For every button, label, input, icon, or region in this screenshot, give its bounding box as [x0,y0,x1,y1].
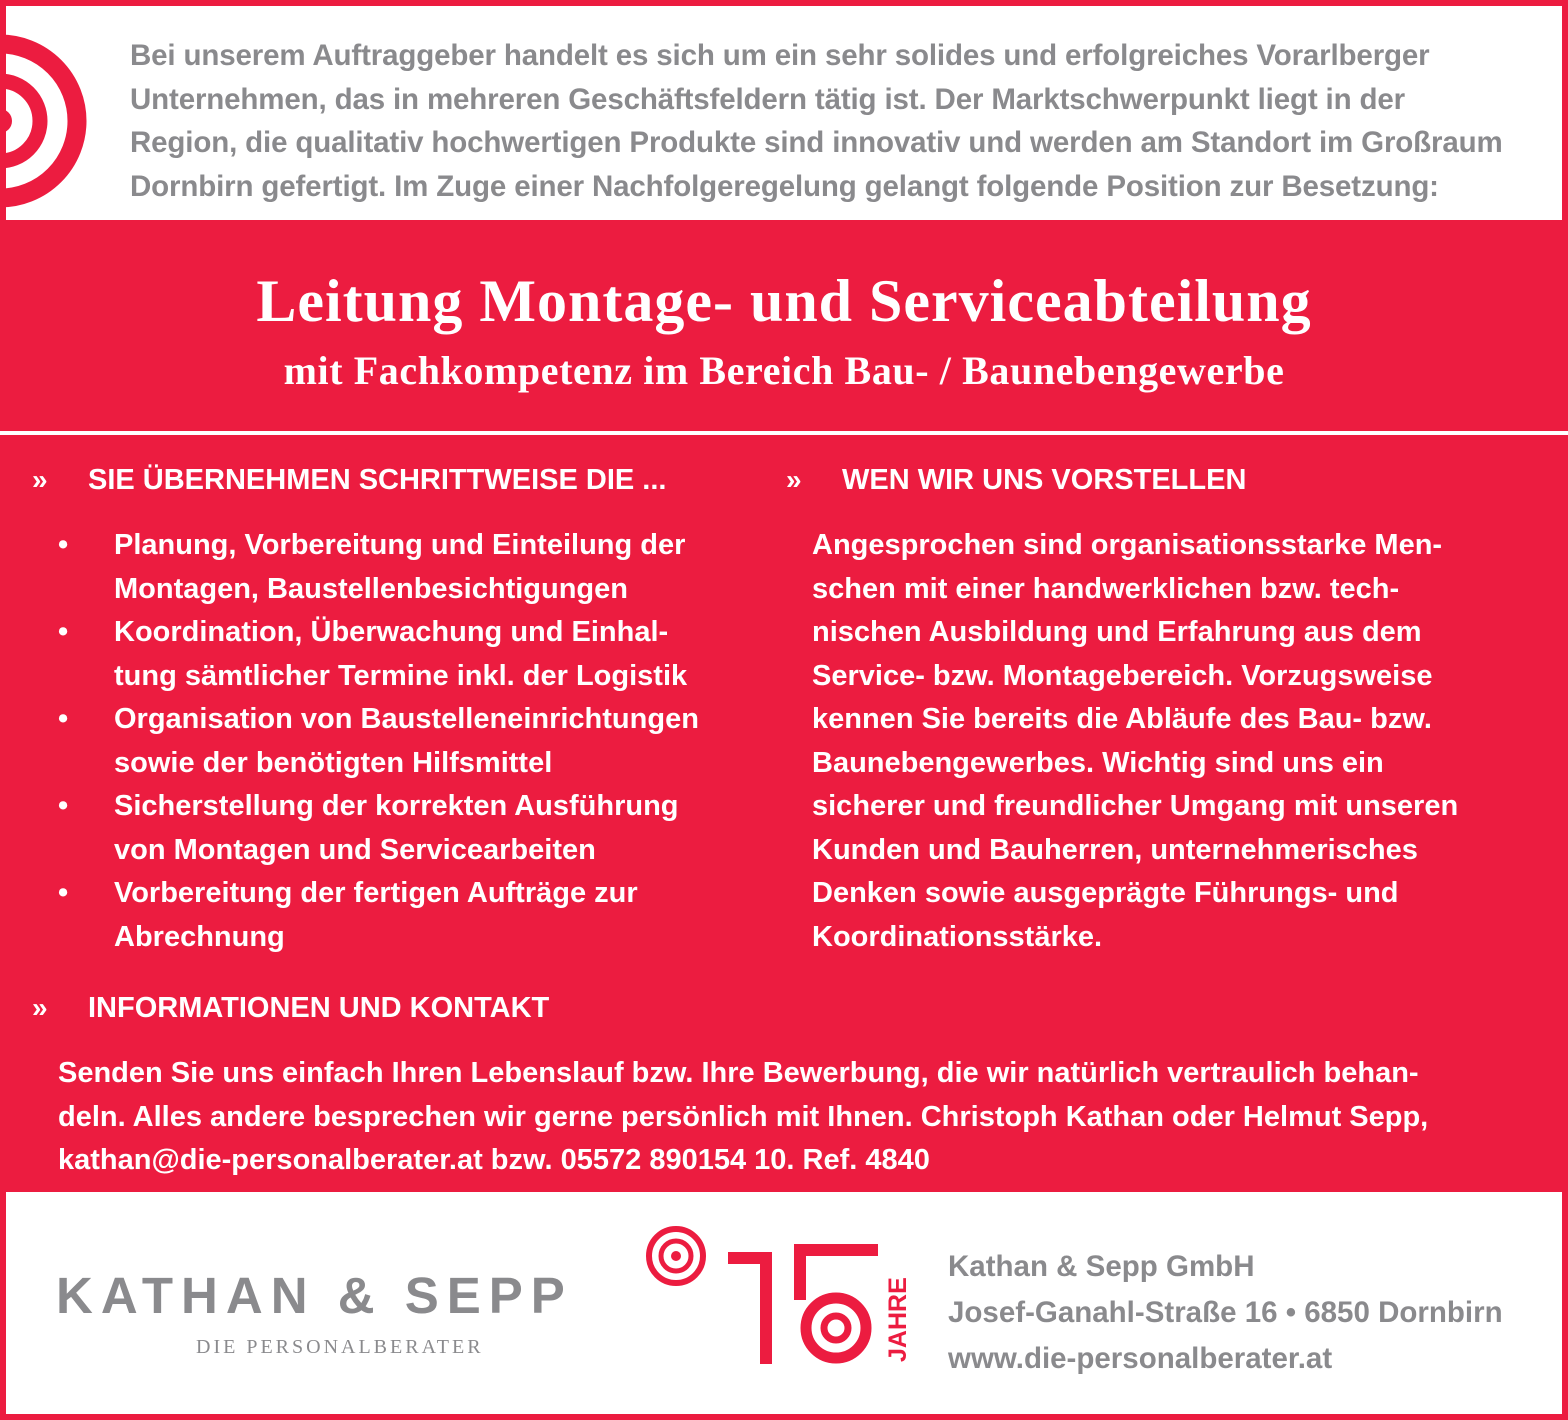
company-name: Kathan & Sepp GmbH [948,1250,1255,1283]
profile-line: schen mit einer handwerklichen bzw. tech- [812,572,1400,605]
intro-line: Dornbirn gefertigt. Im Zuge einer Nachfolgeregelung gelangt folgende Position zur Besetzung: [130,169,1439,203]
profile-line: Baunebengewerbes. Wichtig sind uns ein [812,746,1384,779]
company-street: Josef-Ganahl-Straße 16 • 6850 Dornbirn [948,1296,1503,1329]
list-item-line: Koordination, Überwachung und Einhal- [114,616,669,648]
profile-line: Service- bzw. Montagebereich. Vorzugsweise [812,659,1433,692]
list-item-line: Sicherstellung der korrekten Ausführung [114,790,679,822]
list-item-line: Planung, Vorbereitung und Einteilung der [114,529,686,561]
list-item-line: sowie der benötigten Hilfsmittel [114,746,553,779]
list-item [54,698,774,785]
profile-line: Angesprochen sind organisationsstarke Men- [812,529,1443,561]
list-item [54,785,774,872]
target-mark-icon [644,1224,708,1288]
list-item-line: Organisation von Baustelleneinrichtungen [114,703,699,735]
brand-tagline: DIE PERSONALBERATER [196,1336,484,1358]
list-item [54,524,774,611]
list-item-line: Montagen, Baustellenbesichtigungen [114,572,628,605]
brand-logo: KATHAN & SEPP [56,1267,573,1324]
footer [6,1192,1562,1414]
target-logo-icon [0,26,100,216]
intro-line: Region, die qualitativ hochwertigen Produkte sind innovativ und werden am Standort im Großraum [130,126,1503,159]
intro-panel [6,6,1562,220]
list-item-line: tung sämtlicher Termine inkl. der Logistik [114,659,688,692]
contact-line: Senden Sie uns einfach Ihren Lebenslauf bzw. Ihre Bewerbung, die wir natürlich vertraulich behan- [58,1057,1419,1089]
contact-line: kathan@die-personalberater.at bzw. 05572 890154 10. Ref. 4840 [58,1144,930,1176]
intro-line: Bei unserem Auftraggeber handelt es sich um ein sehr solides und erfolgreiches Vorarlberger [130,39,1430,72]
contact-text [58,1052,1538,1183]
intro-line: Unternehmen, das in mehreren Geschäftsfeldern tätig ist. Der Marktschwerpunkt liegt in der [130,82,1405,116]
bullet-icon: • [58,529,69,561]
profile-line: nischen Ausbildung und Erfahrung aus dem [812,616,1422,648]
bullet-icon: • [58,790,69,822]
list-item [54,611,774,698]
list-item [54,872,774,959]
company-address [948,1244,1503,1382]
contact-heading-label: INFORMATIONEN UND KONTAKT [88,992,550,1024]
job-subtitle: mit Fachkompetenz im Bereich Bau- / Baunebengewerbe [283,348,1285,393]
profile-line: kennen Sie bereits die Abläufe des Bau- bzw. [812,703,1432,735]
list-item-line: Vorbereitung der fertigen Aufträge zur [114,877,638,909]
profile-line: Koordinationsstärke. [812,920,1103,953]
chevron-right-icon: » [32,992,48,1023]
bullet-icon: • [58,616,69,648]
list-item-line: Abrechnung [114,920,285,953]
anniversary-15-logo [724,1244,944,1364]
tasks-heading-label: SIE ÜBERNEHMEN SCHRITTWEISE DIE ... [88,464,667,496]
profile-heading-label: WEN WIR UNS VORSTELLEN [842,464,1247,496]
profile-line: Denken sowie ausgeprägte Führungs- und [812,877,1399,909]
profile-text [812,524,1552,959]
bullet-icon: • [58,703,69,735]
tasks-list [54,524,774,959]
chevron-right-icon: » [786,464,802,495]
list-item-line: von Montagen und Servicearbeiten [114,833,596,866]
bullet-icon: • [58,877,69,909]
job-title: Leitung Montage- und Serviceabteilung [256,268,1312,334]
profile-line: Kunden und Bauherren, unternehmerisches [812,833,1418,866]
contact-line: deln. Alles andere besprechen wir gerne persönlich mit Ihnen. Christoph Kathan oder Helmut Sepp, [58,1100,1429,1133]
anniversary-number: 15 [774,1248,783,1257]
anniversary-label: JAHRE [884,1277,912,1362]
chevron-right-icon: » [32,464,48,495]
divider [0,431,1568,435]
intro-text [130,34,1560,208]
profile-line: sicherer und freundlicher Umgang mit unseren [812,790,1459,822]
company-website: www.die-personalberater.at [948,1342,1333,1375]
